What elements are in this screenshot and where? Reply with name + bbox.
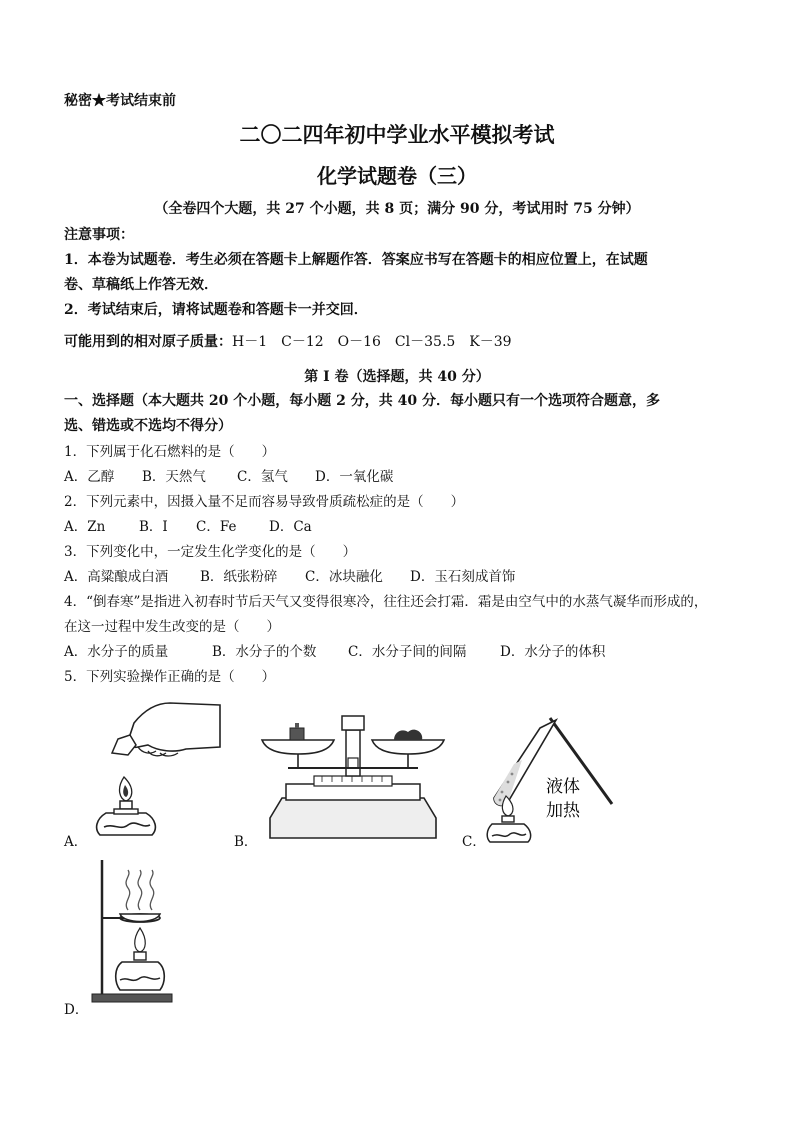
label-liquid: 液体 [546,777,580,797]
page-title: 二〇二四年初中学业水平模拟考试 [239,122,555,147]
option-b-label: B． [234,834,258,850]
question-3-options [64,565,515,585]
balance-illustration [258,710,448,842]
question-2-options [64,515,312,535]
label-heating: 加热 [546,801,580,821]
option-a: A．Zn [64,519,106,535]
option-d: D．Ca [269,519,312,535]
option-d: D．玉石刻成首饰 [410,569,516,585]
option-a-label: A． [64,834,88,850]
question-1-stem: 1．下列属于化石燃料的是（ ） [64,444,276,460]
option-c: C．氢气 [237,469,288,485]
notes-heading: 注意事项： [64,227,134,243]
note-1-line-1: 1．本卷为试题卷．考生必须在答题卡上解题作答．答案应书写在答题卡的相应位置上，在试题 [64,252,648,268]
lamp-ignition-illustration [90,695,230,845]
option-a: A．高粱酿成白酒 [64,569,169,585]
secret-label: 秘密★考试结束前 [64,93,176,109]
note-2: 2．考试结束后，请将试题卷和答题卡一并交回． [64,302,368,318]
section-1-line-2: 选、错选或不选均不得分） [64,418,232,434]
question-3-stem: 3．下列变化中，一定发生化学变化的是（ ） [64,544,357,560]
atomic-mass-values: H－1 C－12 O－16 Cl－35.5 K－39 [232,334,512,350]
option-d: D．一氧化碳 [315,469,394,485]
question-1-options [64,465,393,485]
liquid-heating-illustration [486,712,616,844]
option-b: B．水分子的个数 [212,644,317,660]
option-d: D．水分子的体积 [500,644,606,660]
option-b: B．I [139,519,168,535]
option-a: A．乙醇 [64,469,115,485]
option-c-label: C． [462,834,486,850]
question-4-options [64,640,605,660]
atomic-mass-label: 可能用到的相对原子质量： [64,334,232,350]
option-c: C．水分子间的间隔 [348,644,467,660]
question-5-stem: 5．下列实验操作正确的是（ ） [64,669,276,685]
part-1-title: 第 I 卷（选择题，共 40 分） [304,369,490,385]
evaporation-illustration [88,856,178,1006]
note-1-line-2: 卷、草稿纸上作答无效． [64,277,218,293]
option-c: C．Fe [196,519,237,535]
question-4-stem-line-1: 4．“倒春寒”是指进入初春时节后天气又变得很寒冷，往往还会打霜．霜是由空气中的水蒸气凝华而形成的， [64,594,708,610]
option-b: B．天然气 [142,469,206,485]
option-d-label: D． [64,1002,89,1018]
section-1-line-1: 一、选择题（本大题共 20 个小题，每小题 2 分，共 40 分．每小题只有一个选项符合题意，多 [64,393,660,409]
option-b: B．纸张粉碎 [200,569,278,585]
question-4-stem-line-2: 在这一过程中发生改变的是（ ） [64,619,280,635]
exam-info: （全卷四个大题，共 27 个小题，共 8 页；满分 90 分，考试用时 75 分钟） [154,201,640,217]
option-c: C．冰块融化 [305,569,383,585]
option-a: A．水分子的质量 [64,644,169,660]
question-2-stem: 2．下列元素中，因摄入量不足而容易导致骨质疏松症的是（ ） [64,494,465,510]
atomic-mass-line [64,331,512,351]
paper-subtitle: 化学试题卷（三） [317,164,477,188]
